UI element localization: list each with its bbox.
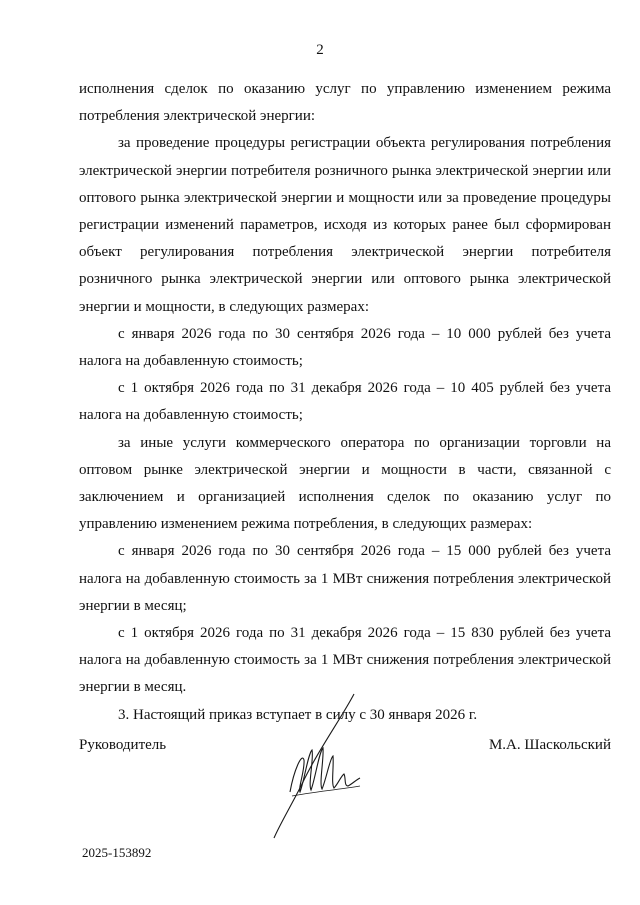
paragraph-effective-date: 3. Настоящий приказ вступает в силу с 30 января 2026 г. xyxy=(118,706,478,723)
paragraph-registration-fee: за проведение процедуры регистрации объекта регулирования потребления электрической энергии потребителя розничного рынка электрической энергии или оптового рынка электрической энергии и мощности или за проведение процедуры регистрации изменений параметров, исходя из которых ранее был сформирован объект регулирования потребления электрической энергии потребителя розничного рынка электрической энергии или оптового рынка электрической энергии и мощности, в следующих размерах: xyxy=(79,135,611,315)
paragraph-other-services: за иные услуги коммерческого оператора по организации торговли на оптовом рынке электрической энергии и мощности в части, связанной с заключением и организацией исполнения сделок по оказанию услуг по управлению изменением режима потребления, в следующих размерах: xyxy=(79,434,611,533)
document-number: 2025-153892 xyxy=(82,845,152,860)
paragraph-registration-rate-1: с января 2026 года по 30 сентября 2026 года – 10 000 рублей без учета налога на добавленную стоимость; xyxy=(79,325,611,370)
signatory-title: Руководитель xyxy=(79,737,167,753)
paragraph-other-rate-1: с января 2026 года по 30 сентября 2026 года – 15 000 рублей без учета налога на добавленную стоимость за 1 МВт снижения потребления электрической энергии в месяц; xyxy=(79,543,611,614)
paragraph-continuation: исполнения сделок по оказанию услуг по управлению изменением режима потребления электрической энергии: xyxy=(79,81,611,125)
page-number: 2 xyxy=(316,42,324,58)
signatory-name: М.А. Шаскольский xyxy=(488,737,611,753)
paragraph-other-rate-2: с 1 октября 2026 года по 31 декабря 2026 года – 15 830 рублей без учета налога на добавленную стоимость за 1 МВт снижения потребления электрической энергии в месяц. xyxy=(79,625,611,696)
paragraph-registration-rate-2: с 1 октября 2026 года по 31 декабря 2026 года – 10 405 рублей без учета налога на добавленную стоимость; xyxy=(79,380,611,424)
document-body xyxy=(79,76,611,729)
handwritten-signature xyxy=(262,692,372,842)
